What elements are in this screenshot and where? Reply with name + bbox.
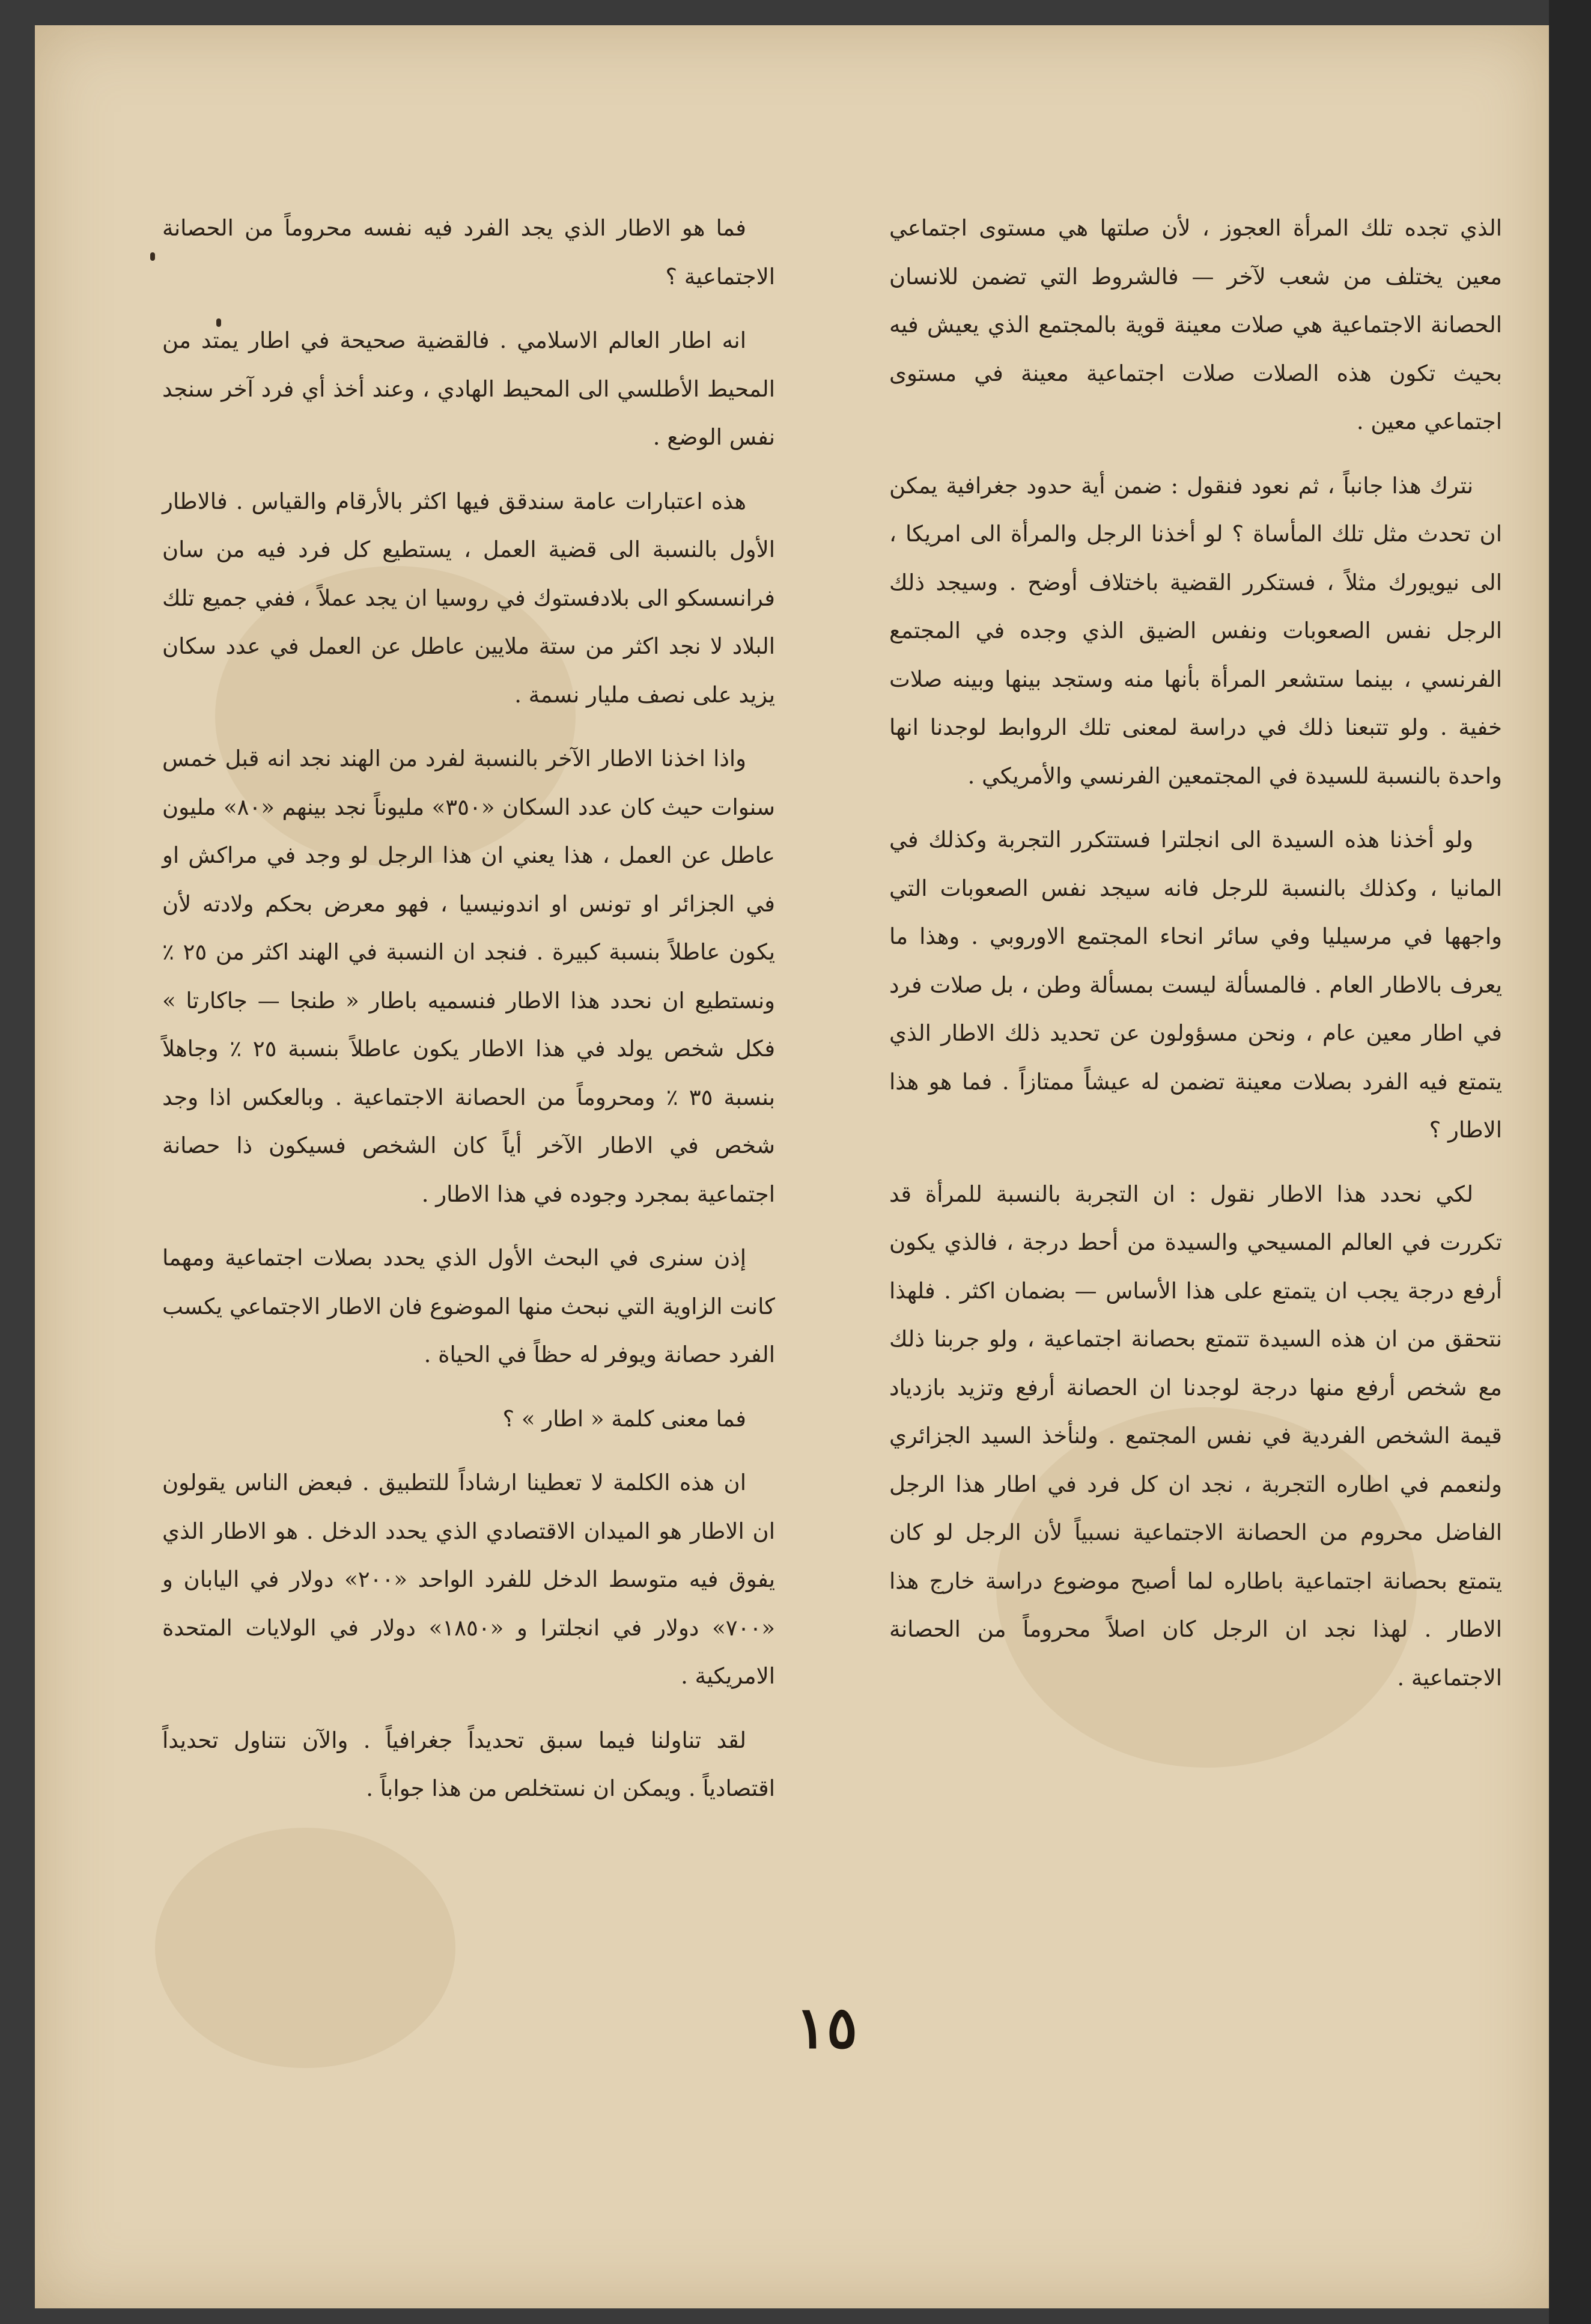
paragraph: هذه اعتبارات عامة سندقق فيها اكثر بالأرقام والقياس . فالاطار الأول بالنسبة الى قضية العمل ، يستطيع كل فرد فيه من سان فرانسسكو الى بلادفستوك في روسيا ان يجد عملاً ، ففي جميع تلك البلاد لا نجد اكثر من ستة ملايين عاطل عن العمل في عدد سكان يزيد على نصف مليار نسمة .	[162, 488, 775, 708]
paragraph: لكي نحدد هذا الاطار نقول : ان التجربة بالنسبة للمرأة قد تكررت في العالم المسيحي والسيدة من أحط درجة ، فالذي يكون أرفع درجة يجب ان يتمتع على هذا الأساس — بضمان اكثر . فلهذا نتحقق من ان هذه السيدة تتمتع بحصانة اجتماعية ، ولو جربنا ذلك مع شخص أرفع منها درجة لوجدنا ان الحصانة أرفع وتزيد بازدياد قيمة الشخص الفردية في نفس المجتمع . ولنأخذ السيد الجزائري ولنعمم في اطاره التجربة ، نجد ان كل فرد في اطار هذا الرجل الفاضل محروم من الحصانة الاجتماعية نسبياً لأن الرجل لو كان يتمتع بحصانة اجتماعية باطاره لما أصبح موضوع دراسة خارج هذا الاطار . لهذا نجد ان الرجل كان اصلاً محروماً من الحصانة الاجتماعية .	[889, 1181, 1502, 1691]
ink-speck	[150, 252, 155, 261]
page-number: ١٥	[796, 1994, 858, 2061]
paragraph: ان هذه الكلمة لا تعطينا ارشاداً للتطبيق . فبعض الناس يقولون ان الاطار هو الميدان الاقتصادي الذي يحدد الدخل . هو الاطار الذي يفوق فيه متوسط الدخل للفرد الواحد «٢٠٠» دولار في اليابان و «٧٠٠» دولار في انجلترا و «١٨٥٠» دولار في الولايات المتحدة الامريكية .	[162, 1470, 775, 1689]
paragraph: إذن سنرى في البحث الأول الذي يحدد بصلات اجتماعية ومهما كانت الزاوية التي نبحث منها الموضوع فان الاطار الاجتماعي يكسب الفرد حصانة ويوفر له حظاً في الحياة .	[162, 1245, 775, 1367]
paragraph: ولو أخذنا هذه السيدة الى انجلترا فستتكرر التجربة وكذلك في المانيا ، وكذلك بالنسبة للرجل فانه سيجد نفس الصعوبات التي واجهها في مرسيليا وفي سائر انحاء المجتمع الاوروبي . وهذا ما يعرف بالاطار العام . فالمسألة ليست بمسألة وطن ، بل صلات فرد في اطار معين عام ، ونحن مسؤولون عن تحديد ذلك الاطار الذي يتمتع فيه الفرد بصلات معينة تضمن له عيشاً ممتازاً . فما هو هذا الاطار ؟	[889, 827, 1502, 1143]
scan-edge	[1549, 0, 1591, 2324]
paragraph: فما معنى كلمة « اطار » ؟	[502, 1405, 746, 1432]
paragraph: لقد تناولنا فيما سبق تحديداً جغرافياً . والآن نتناول تحديداً اقتصادياً . ويمكن ان نستخلص من هذا جواباً .	[162, 1727, 775, 1801]
paragraph: فما هو الاطار الذي يجد الفرد فيه نفسه محروماً من الحصانة الاجتماعية ؟	[162, 215, 775, 290]
paper-stain	[155, 1828, 455, 2068]
paragraph: الذي تجده تلك المرأة العجوز ، لأن صلتها هي مستوى اجتماعي معين يختلف من شعب لآخر — فالشروط التي تضمن للانسان الحصانة الاجتماعية هي صلات معينة قوية بالمجتمع الذي يعيش فيه بحيث تكون هذه الصلات صلات اجتماعية معينة في مستوى اجتماعي معين .	[889, 215, 1502, 434]
paragraph: نترك هذا جانباً ، ثم نعود فنقول : ضمن أية حدود جغرافية يمكن ان تحدث مثل تلك المأساة ؟ لو أخذنا الرجل والمرأة الى امريكا ، الى نيويورك مثلاً ، فستكرر القضية باختلاف أوضح . وسيجد ذلك الرجل نفس الصعوبات ونفس الضيق الذي وجده في المجتمع الفرنسي ، بينما ستشعر المرأة بأنها منه وستجد بينها وبينه صلات خفية . ولو تتبعنا ذلك في دراسة لمعنى تلك الروابط لوجدنا انها واحدة بالنسبة للسيدة في المجتمعين الفرنسي والأمريكي .	[889, 472, 1502, 789]
paragraph: واذا اخذنا الاطار الآخر بالنسبة لفرد من الهند نجد انه قبل خمس سنوات حيث كان عدد السكان «٣٥٠» مليوناً نجد بينهم «٨٠» مليون عاطل عن العمل ، هذا يعني ان هذا الرجل لو وجد في مراكش او في الجزائر او تونس او اندونيسيا ، فهو معرض بحكم ولادته لأن يكون عاطلاً بنسبة كبيرة . فنجد ان النسبة في الهند اكثر من ٢٥ ٪ ونستطيع ان نحدد هذا الاطار فنسميه باطار « طنجا — جاكارتا » فكل شخص يولد في هذا الاطار يكون عاطلاً بنسبة ٢٥ ٪ وجاهلاً بنسبة ٣٥ ٪ ومحروماً من الحصانة الاجتماعية . وبالعكس اذا وجد شخص في الاطار الآخر أياً كان الشخص فسيكون ذا حصانة اجتماعية بمجرد وجوده في هذا الاطار .	[162, 746, 776, 1207]
paragraph: انه اطار العالم الاسلامي . فالقضية صحيحة في اطار يمتد من المحيط الأطلسي الى المحيط الهادي ، وعند أخذ أي فرد آخر سنجد نفس الوضع .	[162, 327, 775, 450]
right-column	[889, 204, 1502, 1718]
left-column	[162, 204, 775, 1829]
